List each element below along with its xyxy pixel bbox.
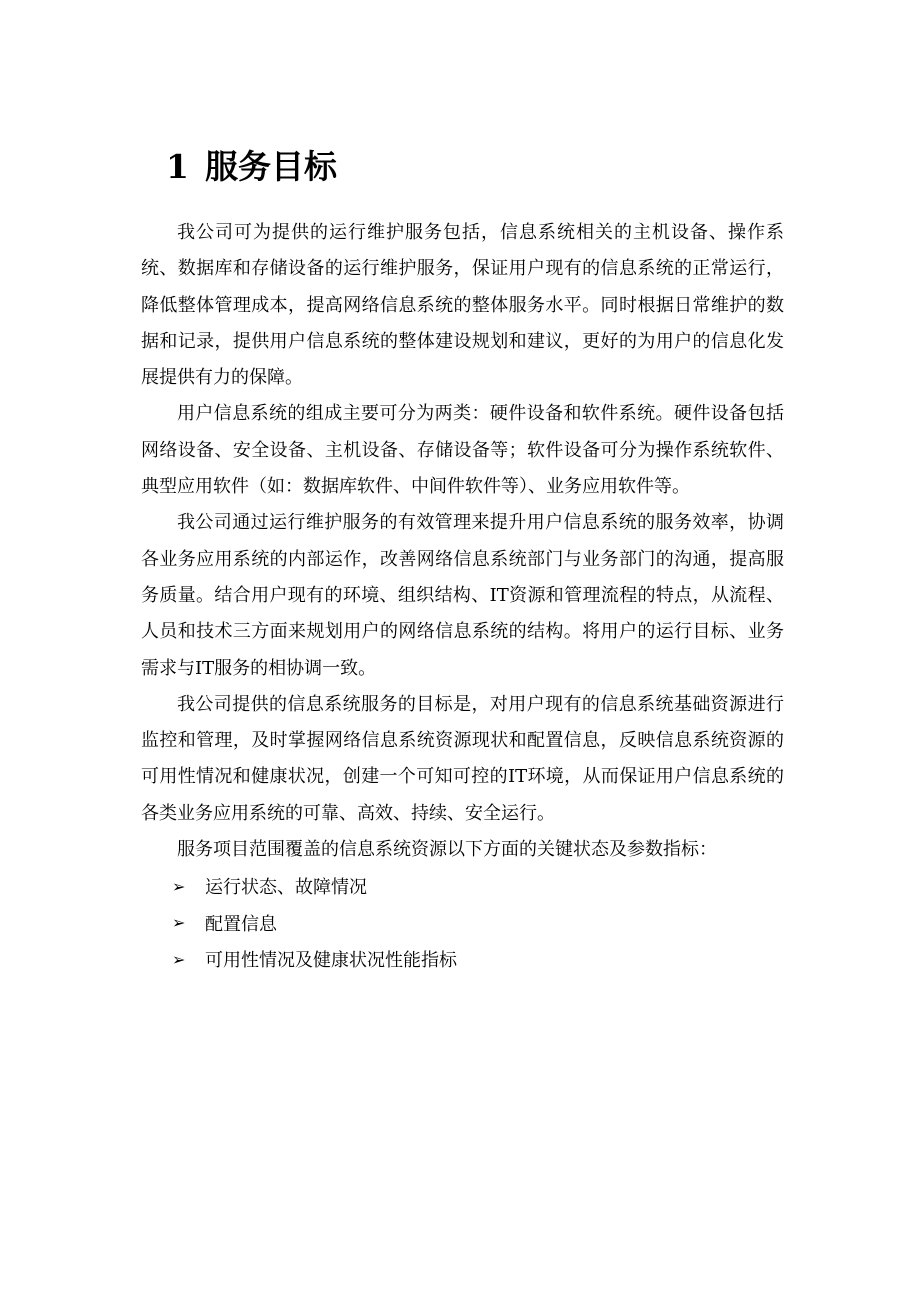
paragraph-efficiency: 我公司通过运行维护服务的有效管理来提升用户信息系统的服务效率，协调各业务应用系统的内部运作，改善网络信息系统部门与业务部门的沟通，提高服务质量。结合用户现有的环境、组织结构、IT资源和管理流程的特点，从流程、人员和技术三方面来规划用户的网络信息系统的结构。将用户的运行目标、业务需求与IT服务的相协调一致。 [141, 512, 784, 679]
list-item-text: 可用性情况及健康状况性能指标 [205, 950, 457, 972]
list-item [141, 941, 784, 977]
paragraph-services: 我公司可为提供的运行维护服务包括，信息系统相关的主机设备、操作系统、数据库和存储设备的运行维护服务，保证用户现有的信息系统的正常运行，降低整体管理成本，提高网络信息系统的整体服务水平。同时根据日常维护的数据和记录，提供用户信息系统的整体建设规划和建议，更好的为用户的信息化发展提供有力的保障。 [141, 222, 784, 389]
paragraph-goal: 我公司提供的信息系统服务的目标是，对用户现有的信息系统基础资源进行监控和管理，及时掌握网络信息系统资源现状和配置信息，反映信息系统资源的可用性情况和健康状况，创建一个可知可控的IT环境，从而保证用户信息系统的各类业务应用系统的可靠、高效、持续、安全运行。 [141, 693, 784, 824]
section-title: 服务目标 [204, 147, 337, 186]
indicator-list [141, 868, 784, 977]
paragraph-composition: 用户信息系统的组成主要可分为两类：硬件设备和软件系统。硬件设备包括网络设备、安全设备、主机设备、存储设备等；软件设备可分为操作系统软件、典型应用软件（如：数据库软件、中间件软件等）、业务应用软件等。 [141, 403, 784, 498]
arrowhead-bullet-icon: ➢ [172, 876, 186, 896]
list-item-text: 运行状态、故障情况 [205, 877, 367, 899]
document-body [141, 215, 784, 977]
list-item [141, 905, 784, 941]
paragraph-scope: 服务项目范围覆盖的信息系统资源以下方面的关键状态及参数指标： [177, 839, 717, 861]
arrowhead-bullet-icon: ➢ [172, 949, 186, 969]
section-number: 1 [166, 147, 189, 186]
list-item-text: 配置信息 [205, 913, 277, 935]
section-heading [166, 142, 337, 192]
list-item [141, 868, 784, 904]
arrowhead-bullet-icon: ➢ [172, 913, 186, 933]
